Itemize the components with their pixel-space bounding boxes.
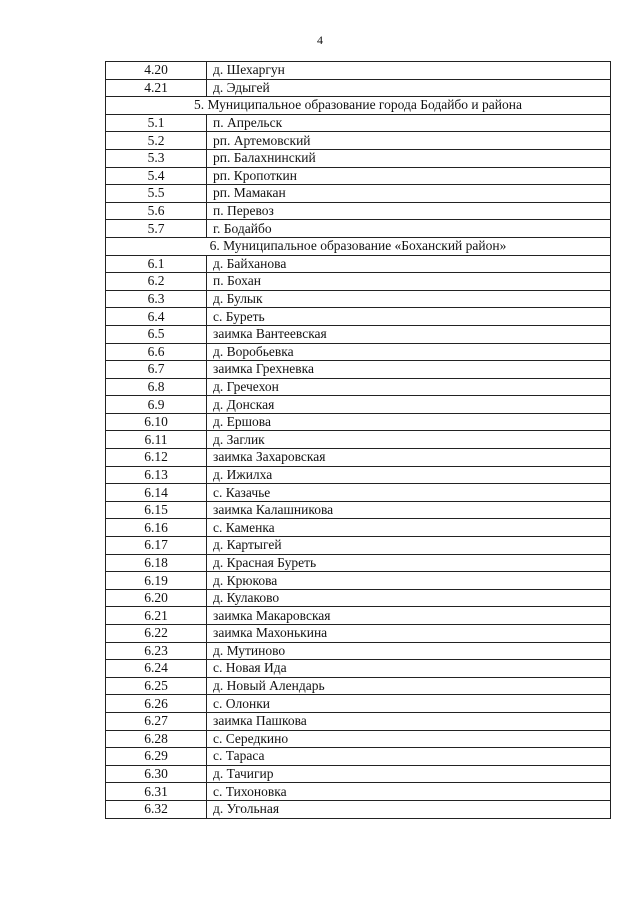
table-row <box>106 730 611 748</box>
item-number: 6.25 <box>106 677 207 695</box>
item-number: 6.24 <box>106 660 207 678</box>
table-row <box>106 660 611 678</box>
item-number: 5.3 <box>106 149 207 167</box>
settlement-name: заимка Грехневка <box>207 361 611 379</box>
item-number: 6.26 <box>106 695 207 713</box>
settlement-name: п. Бохан <box>207 273 611 291</box>
table-row <box>106 449 611 467</box>
item-number: 6.18 <box>106 554 207 572</box>
settlement-name: с. Каменка <box>207 519 611 537</box>
settlement-name: рп. Мамакан <box>207 185 611 203</box>
settlement-name: заимка Захаровская <box>207 449 611 467</box>
item-number: 6.27 <box>106 712 207 730</box>
settlement-name: д. Угольная <box>207 800 611 818</box>
item-number: 6.4 <box>106 308 207 326</box>
settlement-name: д. Кулаково <box>207 589 611 607</box>
settlement-name: с. Олонки <box>207 695 611 713</box>
table-row <box>106 537 611 555</box>
table-row <box>106 396 611 414</box>
section-header-row <box>106 97 611 115</box>
settlement-name: с. Середкино <box>207 730 611 748</box>
table-row <box>106 642 611 660</box>
item-number: 5.1 <box>106 114 207 132</box>
table-row <box>106 519 611 537</box>
settlement-name: д. Крюкова <box>207 572 611 590</box>
table-row <box>106 413 611 431</box>
settlement-name: п. Перевоз <box>207 202 611 220</box>
settlement-name: д. Эдыгей <box>207 79 611 97</box>
item-number: 5.4 <box>106 167 207 185</box>
settlement-name: д. Мутиново <box>207 642 611 660</box>
table-row <box>106 325 611 343</box>
table-row <box>106 431 611 449</box>
item-number: 5.2 <box>106 132 207 150</box>
table-row <box>106 589 611 607</box>
settlement-name: д. Красная Буреть <box>207 554 611 572</box>
settlement-name: заимка Макаровская <box>207 607 611 625</box>
settlement-name: д. Шехаргун <box>207 62 611 80</box>
table-row <box>106 132 611 150</box>
settlement-name: заимка Пашкова <box>207 712 611 730</box>
table-row <box>106 748 611 766</box>
table-row <box>106 255 611 273</box>
table-row <box>106 695 611 713</box>
item-number: 5.7 <box>106 220 207 238</box>
item-number: 6.12 <box>106 449 207 467</box>
table-row <box>106 378 611 396</box>
settlement-name: с. Буреть <box>207 308 611 326</box>
table-row <box>106 765 611 783</box>
table-row <box>106 783 611 801</box>
item-number: 6.21 <box>106 607 207 625</box>
item-number: 6.6 <box>106 343 207 361</box>
item-number: 6.3 <box>106 290 207 308</box>
table-row <box>106 361 611 379</box>
table-row <box>106 290 611 308</box>
item-number: 6.9 <box>106 396 207 414</box>
item-number: 4.21 <box>106 79 207 97</box>
settlement-name: заимка Вантеевская <box>207 325 611 343</box>
item-number: 6.17 <box>106 537 207 555</box>
settlement-name: д. Гречехон <box>207 378 611 396</box>
table-row <box>106 343 611 361</box>
section-title: 5. Муниципальное образование города Бодайбо и района <box>106 97 611 115</box>
settlement-name: рп. Артемовский <box>207 132 611 150</box>
item-number: 6.20 <box>106 589 207 607</box>
table-row <box>106 273 611 291</box>
table-row <box>106 220 611 238</box>
item-number: 6.23 <box>106 642 207 660</box>
table-row <box>106 114 611 132</box>
item-number: 6.31 <box>106 783 207 801</box>
item-number: 6.15 <box>106 501 207 519</box>
table-row <box>106 484 611 502</box>
settlement-name: заимка Калашникова <box>207 501 611 519</box>
section-title: 6. Муниципальное образование «Боханский район» <box>106 237 611 255</box>
item-number: 5.6 <box>106 202 207 220</box>
settlement-name: г. Бодайбо <box>207 220 611 238</box>
table-row <box>106 79 611 97</box>
item-number: 6.10 <box>106 413 207 431</box>
settlement-name: рп. Кропоткин <box>207 167 611 185</box>
settlement-name: д. Тачигир <box>207 765 611 783</box>
item-number: 5.5 <box>106 185 207 203</box>
item-number: 6.8 <box>106 378 207 396</box>
table-row <box>106 202 611 220</box>
settlement-name: д. Ершова <box>207 413 611 431</box>
item-number: 6.29 <box>106 748 207 766</box>
item-number: 6.5 <box>106 325 207 343</box>
settlements-table <box>105 61 611 819</box>
settlement-name: п. Апрельск <box>207 114 611 132</box>
table-row <box>106 677 611 695</box>
table-row <box>106 167 611 185</box>
table-row <box>106 625 611 643</box>
table-row <box>106 466 611 484</box>
table-row <box>106 185 611 203</box>
settlement-name: д. Булык <box>207 290 611 308</box>
item-number: 6.1 <box>106 255 207 273</box>
item-number: 4.20 <box>106 62 207 80</box>
table-row <box>106 501 611 519</box>
table-row <box>106 800 611 818</box>
item-number: 6.22 <box>106 625 207 643</box>
table-row <box>106 712 611 730</box>
item-number: 6.28 <box>106 730 207 748</box>
section-header-row <box>106 237 611 255</box>
page-number: 4 <box>317 33 323 47</box>
settlement-name: рп. Балахнинский <box>207 149 611 167</box>
table-row <box>106 554 611 572</box>
table-row <box>106 308 611 326</box>
settlement-name: д. Заглик <box>207 431 611 449</box>
table-row <box>106 572 611 590</box>
item-number: 6.13 <box>106 466 207 484</box>
item-number: 6.30 <box>106 765 207 783</box>
item-number: 6.14 <box>106 484 207 502</box>
settlement-name: с. Казачье <box>207 484 611 502</box>
settlement-name: с. Тихоновка <box>207 783 611 801</box>
settlement-name: д. Донская <box>207 396 611 414</box>
table-row <box>106 62 611 80</box>
table-body <box>106 62 611 819</box>
settlement-name: д. Картыгей <box>207 537 611 555</box>
settlement-name: с. Тараса <box>207 748 611 766</box>
item-number: 6.16 <box>106 519 207 537</box>
item-number: 6.32 <box>106 800 207 818</box>
table-row <box>106 607 611 625</box>
settlement-name: д. Байханова <box>207 255 611 273</box>
item-number: 6.2 <box>106 273 207 291</box>
settlement-name: заимка Махонькина <box>207 625 611 643</box>
settlement-name: с. Новая Ида <box>207 660 611 678</box>
settlement-name: д. Ижилха <box>207 466 611 484</box>
settlement-name: д. Новый Алендарь <box>207 677 611 695</box>
settlement-name: д. Воробьевка <box>207 343 611 361</box>
table-row <box>106 149 611 167</box>
item-number: 6.7 <box>106 361 207 379</box>
item-number: 6.19 <box>106 572 207 590</box>
item-number: 6.11 <box>106 431 207 449</box>
